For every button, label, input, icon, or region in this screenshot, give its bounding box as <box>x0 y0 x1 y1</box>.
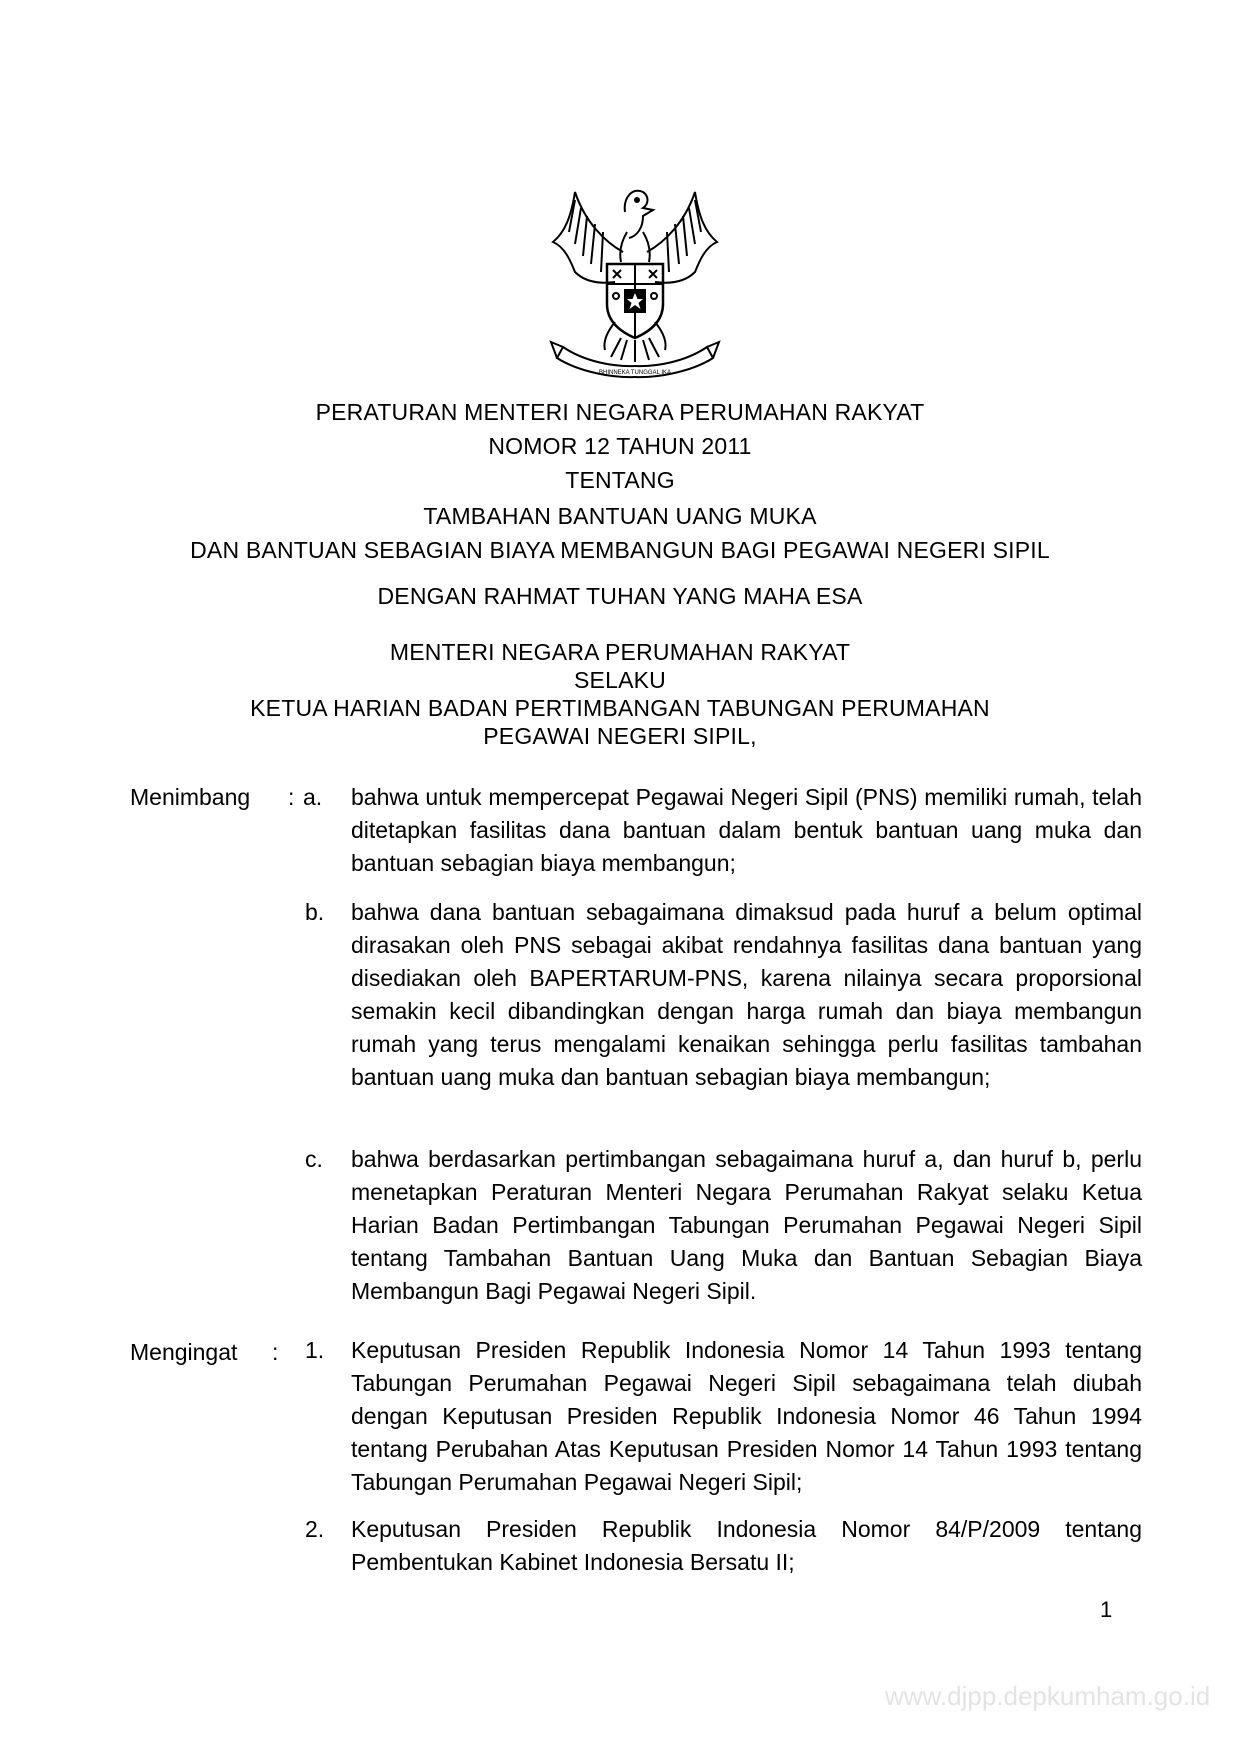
issuer-line2: SELAKU <box>574 667 666 693</box>
menimbang-item-b: bahwa dana bantuan sebagaimana dimaksud pada huruf a belum optimal dirasakan oleh PNS sebagai akibat rendahnya fasilitas dana bantuan yang disediakan oleh BAPERTARUM-PNS, karena nilainya secara proporsional semakin kecil dibandingkan dengan harga rumah dan biaya membangun rumah yang terus mengalami kenaikan sehingga perlu fasilitas tambahan bantuan uang muka dan bantuan sebagian biaya membangun; <box>351 899 1142 1090</box>
page-number: 1 <box>1100 1597 1113 1622</box>
garuda-emblem-icon <box>545 172 725 382</box>
menimbang-label: Menimbang <box>130 784 251 810</box>
invocation: DENGAN RAHMAT TUHAN YANG MAHA ESA <box>377 583 863 609</box>
issuer-line3: KETUA HARIAN BADAN PERTIMBANGAN TABUNGAN PERUMAHAN <box>250 695 990 721</box>
menimbang-colon: : <box>288 784 295 810</box>
menimbang-marker-c: c. <box>305 1146 323 1172</box>
mengingat-item-1: Keputusan Presiden Republik Indonesia Nomor 14 Tahun 1993 tentang Tabungan Perumahan Pegawai Negeri Sipil sebagaimana telah diubah dengan Keputusan Presiden Republik Indonesia Nomor 46 Tahun 1994 tentang Perubahan Atas Keputusan Presiden Nomor 14 Tahun 1993 tentang Tabungan Perumahan Pegawai Negeri Sipil; <box>351 1337 1142 1495</box>
mengingat-item-2: Keputusan Presiden Republik Indonesia Nomor 84/P/2009 tentang Pembentukan Kabinet Indonesia Bersatu II; <box>351 1516 1142 1575</box>
menimbang-marker-a: a. <box>303 784 323 810</box>
source-watermark: www.djpp.depkumham.go.id <box>885 1681 1211 1711</box>
regulation-subject-line1: TAMBAHAN BANTUAN UANG MUKA <box>423 503 817 529</box>
menimbang-item-a: bahwa untuk mempercepat Pegawai Negeri Sipil (PNS) memiliki rumah, telah ditetapkan fasilitas dana bantuan dalam bentuk bantuan uang muka dan bantuan sebagian biaya membangun; <box>351 784 1142 876</box>
regulation-tentang: TENTANG <box>565 467 675 493</box>
issuer-line1: MENTERI NEGARA PERUMAHAN RAKYAT <box>389 639 851 665</box>
issuer-line4: PEGAWAI NEGERI SIPIL, <box>483 723 757 749</box>
menimbang-item-c: bahwa berdasarkan pertimbangan sebagaimana huruf a, dan huruf b, perlu menetapkan Peraturan Menteri Negara Perumahan Rakyat selaku Ketua Harian Badan Pertimbangan Tabungan Perumahan Pegawai Negeri Sipil tentang Tambahan Bantuan Uang Muka dan Bantuan Sebagian Biaya Membangun Bagi Pegawai Negeri Sipil. <box>351 1146 1142 1304</box>
mengingat-label: Mengingat <box>130 1339 238 1365</box>
regulation-subject-line2: DAN BANTUAN SEBAGIAN BIAYA MEMBANGUN BAGI PEGAWAI NEGERI SIPIL <box>190 537 1050 563</box>
regulation-number: NOMOR 12 TAHUN 2011 <box>488 433 752 459</box>
mengingat-marker-2: 2. <box>305 1516 325 1542</box>
mengingat-marker-1: 1. <box>305 1337 325 1363</box>
menimbang-marker-b: b. <box>305 899 325 925</box>
emblem-motto: BHINNEKA TUNGGAL IKA <box>598 370 672 376</box>
mengingat-colon: : <box>272 1339 279 1365</box>
regulation-title: PERATURAN MENTERI NEGARA PERUMAHAN RAKYAT <box>315 399 925 425</box>
